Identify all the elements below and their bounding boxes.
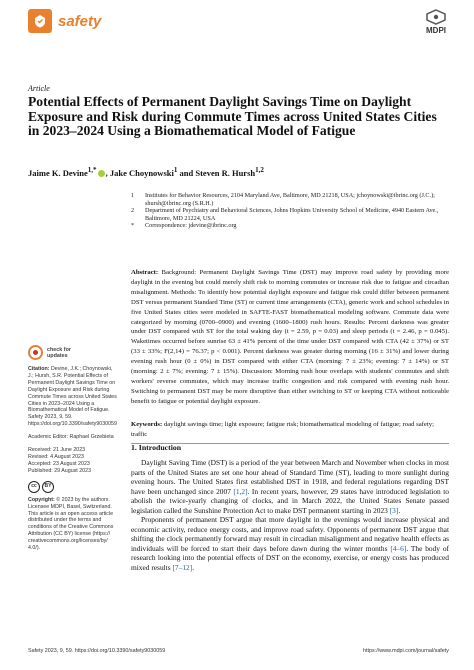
paragraph-text: Proponents of permanent DST argue that more daylight in the evenings would increase physical and economic activity, reduce energy costs, and improve road safety. Opponents of permanent DST argue that shifting the clock permanently forward may result in circadian misalignment and negative health effects as individuals will be forced to start their days before dawn during the winter months <box>131 515 449 553</box>
abstract <box>131 268 449 407</box>
abstract-label: Abstract: <box>131 269 159 276</box>
affiliation-text: Institutes for Behavior Resources, 2104 Maryland Ave, Baltimore, MD 21218, USA; jchoynowski@ibrinc.org (J.C.); shursh@ibrinc.org (S.R.H.) <box>145 192 435 207</box>
footer-journal-url[interactable]: https://www.mdpi.com/journal/safety <box>363 648 449 654</box>
received-date: Received: 21 June 2023 <box>28 447 86 454</box>
article-title: Potential Effects of Permanent Daylight Savings Time on Daylight Exposure and Risk during Commute Times across United States Cities in 2023–2024 Using a Biomathematical Model of Fatigue <box>28 94 437 139</box>
revised-date: Revised: 4 August 2023 <box>28 453 84 460</box>
footer-doi[interactable]: Safety 2023, 9, 59. https://doi.org/10.3390/safety9030059 <box>28 648 166 654</box>
keywords <box>131 420 449 440</box>
copyright-block <box>28 497 118 552</box>
citation-link[interactable]: [7–12] <box>172 562 193 572</box>
citation-label: Citation: <box>28 366 50 372</box>
affiliation-mark: * <box>131 222 135 230</box>
paragraph <box>131 515 449 572</box>
keywords-text: daylight savings time; light exposure; fatigue risk; biomathematical modeling of fatigue; road safety; traffic <box>131 421 434 438</box>
citation-text: Devine, J.K.; Choynowski, J.; Hursh, S.R. Potential Effects of Permanent Daylight Savings Time on Daylight Exposure and Risk during Commute Times across United States Cities in 2023–2024 Using a Biomathematical Model of Fatigue. Safety 2023, 9, 59. https://doi.org/10.3390/safety9030059 <box>28 366 117 428</box>
article-type: Article <box>28 84 50 93</box>
paragraph-text: Daylight Saving Time (DST) is a period of the year between March and November when clocks in most parts of the United States are set one hour ahead of Standard Time (ST), leading to more sunlight during evening hours. The United States first established DST in 1918, and federal regulations regarding DST have been unchanged since 2007 <box>131 458 449 496</box>
author-affil-mark: 1,* <box>87 166 97 174</box>
abstract-text: Background: Permanent Daylight Savings Time (DST) may improve road safety by providing more daylight in the evening but could merely shift risk to morning commutes or increase risk due to fatigue and circadian misalignment. Methods: To identify how potential daylight exposure and fatigue risk could differ between permanent DST versus permanent Standard Time (ST) or current time arrangements (CTA), generic work and school schedules in five United States cities were modeled in SAFTE-FAST biomathematical modeling software. Commute data were categorized by morning (0700–0900) and evening (1600–1800) rush hours. Results: Percent darkness was greater under DST compared with ST for the total waking day (t = 2.59, p = 0.03) and sleep periods (t = 2.46, p = 0.045). Waketimes occurred before sunrise 63 ± 41% percent of the time under DST compared with CTA (42 ± 37%) or ST (33 ± 33%; F(2,14) = 76.37; p < 0.001). Percent darkness was greater during morning (16 ± 31%) and lower during evening rush hour (0 ± 0%) in DST compared with either CTA (morning: 7 ± 23%; evening: 7 ± 14%) or ST (morning: 2 ± 7%; evening: 7 ± 15%). Discussion: Morning rush hour overlaps with students' commutes and shift workers' reverse commutes, which may increase traffic congestion and risk compared with evening rush hour. Switching to permanent DST may be more disruptive than either switching to ST or keeping CTA without noticeable benefit to fatigue or potential daylight exposure. <box>131 269 449 405</box>
paragraph-text: . In recent years, however, 29 states have introduced legislation to abolish the twice-yearly changing of clocks, and in March 2022, the United States Senate passed legislation called the Sunshine Protection Act to make DST permanent starting in 2023 <box>131 486 450 515</box>
author-affil-mark: 1,2 <box>255 166 264 174</box>
updates-icon <box>28 345 43 360</box>
affiliations <box>131 192 451 230</box>
introduction-heading: 1. Introduction <box>131 443 182 452</box>
citation-link[interactable]: [4–6] <box>390 543 407 553</box>
affiliation-mark: 2 <box>131 207 135 215</box>
paragraph-text: . <box>398 505 401 515</box>
by-icon: BY <box>42 481 54 493</box>
page-footer <box>28 648 449 654</box>
publisher-name: MDPI <box>426 26 446 35</box>
mdpi-hexagon-icon <box>425 9 447 25</box>
journal-logo[interactable] <box>28 9 101 33</box>
author-list <box>28 166 264 178</box>
affiliation-text: Correspondence: jdevine@ibrinc.org <box>145 222 237 230</box>
updates-line2: updates <box>47 352 68 359</box>
affiliation-text: Department of Psychiatry and Behavioral Sciences, Johns Hopkins University School of Medicine, 4940 Eastern Ave., Baltimore, MD 21224, USA <box>145 207 439 222</box>
journal-name: safety <box>58 12 102 30</box>
updates-line1: check for <box>47 346 71 353</box>
article-sidebar <box>28 345 118 558</box>
introduction-body <box>131 458 449 572</box>
author-separator: , <box>105 167 110 178</box>
academic-editor: Academic Editor: Raphael Grzebieta <box>28 434 114 441</box>
cc-icon: cc <box>28 481 40 493</box>
author-affil-mark: 1 <box>173 166 178 174</box>
published-date: Published: 29 August 2023 <box>28 467 92 474</box>
affiliation-item <box>131 192 451 207</box>
cc-license-badge[interactable] <box>28 481 118 493</box>
paragraph-text: . The body of research looking into the potential effects of DST on the economy, exercise, or energy costs has produced mixed results <box>131 543 449 572</box>
paragraph-text: . <box>192 562 195 572</box>
copyright-text: © 2023 by the authors. Licensee MDPI, Basel, Switzerland. This article is an open access article distributed under the terms and conditions of the Creative Commons Attribution (CC BY) license (https:// creativecommons.org/licenses/by/ 4.0/). <box>28 496 114 552</box>
check-for-updates-button[interactable] <box>28 345 118 360</box>
accepted-date: Accepted: 23 August 2023 <box>28 460 90 467</box>
dates-block <box>28 447 118 475</box>
author-separator: and <box>177 167 196 178</box>
author-name[interactable]: Jake Choynowski <box>109 167 174 178</box>
orcid-icon[interactable] <box>98 170 105 177</box>
author-name[interactable]: Steven R. Hursh <box>195 167 256 178</box>
author-name[interactable]: Jaime K. Devine <box>28 167 88 178</box>
citation-block <box>28 366 118 428</box>
citation-link[interactable]: [3] <box>389 505 399 515</box>
paragraph <box>131 458 449 515</box>
keywords-label: Keywords: <box>131 421 163 428</box>
affiliation-item <box>131 207 451 222</box>
copyright-label: Copyright: <box>28 496 55 503</box>
affiliation-item <box>131 222 451 230</box>
mdpi-logo[interactable] <box>425 9 447 35</box>
safety-logo-icon <box>28 9 52 33</box>
citation-link[interactable]: [1,2] <box>233 486 248 496</box>
affiliation-mark: 1 <box>131 192 135 199</box>
